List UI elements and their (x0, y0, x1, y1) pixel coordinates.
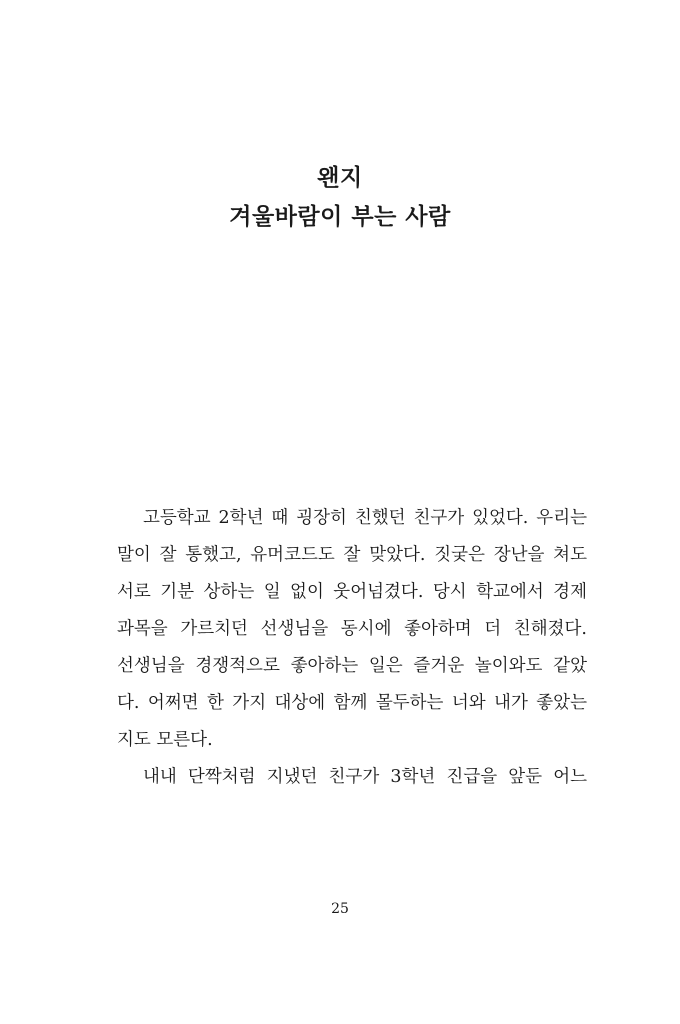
body-line: 지도 모른다. (117, 730, 213, 750)
chapter-title-line-1: 왠지 (317, 165, 363, 191)
body-line: 선생님을 경쟁적으로 좋아하는 일은 즐거운 놀이와도 같았 (117, 656, 587, 676)
body-line: 고등학교 2학년 때 굉장히 친했던 친구가 있었다. 우리는 (143, 508, 587, 528)
page-number: 25 (331, 901, 349, 917)
body-text (117, 500, 587, 796)
body-line: 내내 단짝처럼 지냈던 친구가 3학년 진급을 앞둔 어느 (143, 767, 587, 787)
body-line: 과목을 가르치던 선생님을 동시에 좋아하며 더 친해졌다. (117, 619, 587, 639)
body-line: 서로 기분 상하는 일 없이 웃어넘겼다. 당시 학교에서 경제 (117, 582, 587, 602)
body-line: 다. 어쩌면 한 가지 대상에 함께 몰두하는 너와 내가 좋았는 (117, 693, 587, 713)
body-line: 말이 잘 통했고, 유머코드도 잘 맞았다. 짓궂은 장난을 쳐도 (117, 545, 587, 565)
chapter-title-line-2: 겨울바람이 부는 사람 (229, 204, 451, 230)
